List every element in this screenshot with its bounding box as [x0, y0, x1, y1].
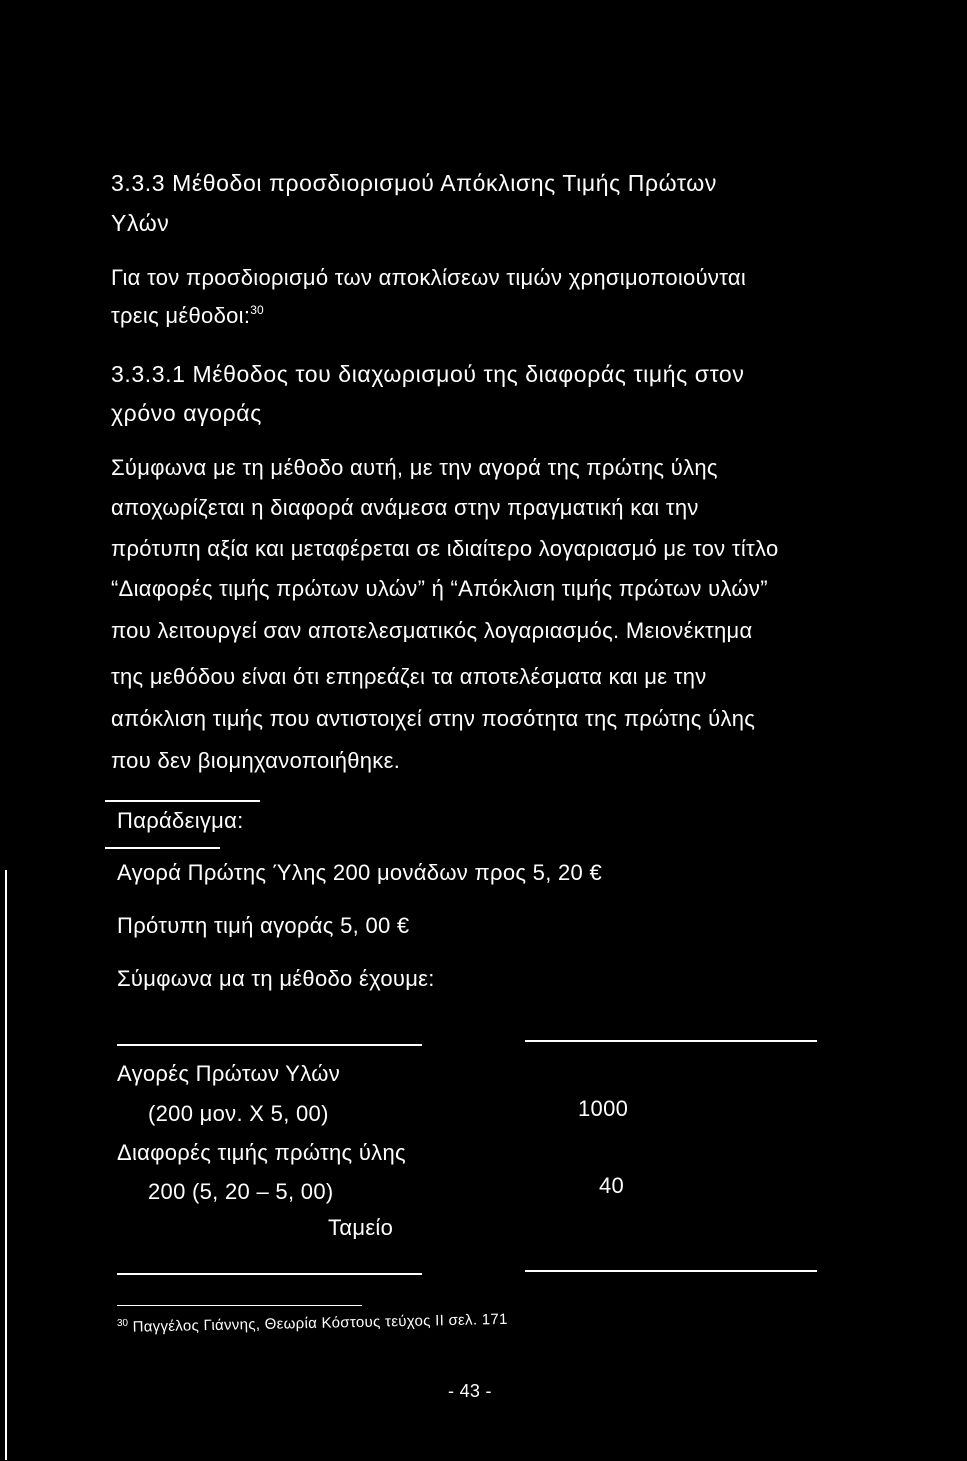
journal-entry2-account: Διαφορές τιμής πρώτης ύλης: [117, 1140, 406, 1165]
example-line1: Αγορά Πρώτης Ύλης 200 μονάδων προς 5, 20 €: [117, 860, 603, 885]
left-margin-bar: [5, 870, 7, 1460]
journal-top-rule-right: [525, 1040, 817, 1042]
intro-line1: Για τον προσδιορισμό των αποκλίσεων τιμών χρησιμοποιούνται: [111, 265, 747, 290]
paragraph-line: αποχωρίζεται η διαφορά ανάμεσα στην πραγματική και την: [111, 495, 699, 520]
journal-bottom-rule-left: [117, 1273, 422, 1275]
section-heading-line2: Υλών: [111, 210, 170, 236]
page-number: - 43 -: [448, 1381, 492, 1401]
paragraph-line: που δεν βιομηχανοποιήθηκε.: [111, 748, 401, 773]
journal-entry1-account: Αγορές Πρώτων Υλών: [117, 1061, 341, 1086]
paragraph-line: που λειτουργεί σαν αποτελεσματικός λογαριασμός. Μειονέκτημα: [111, 618, 753, 643]
footnote-text: Παγγέλος Γιάννης, Θεωρία Κόστους τεύχος ΙΙ σελ. 171: [132, 1310, 508, 1336]
example-label: Παράδειγμα:: [117, 808, 244, 833]
footnote-ref: 30: [250, 303, 264, 317]
subsection-heading-line1: 3.3.3.1 Μέθοδος του διαχωρισμού της διαφοράς τιμής στον: [111, 361, 745, 387]
journal-entry1-amount: 1000: [578, 1096, 629, 1121]
example-bottom-rule: [105, 847, 220, 849]
journal-entry1-detail: (200 μον. Χ 5, 00): [148, 1101, 329, 1126]
intro-line2: [111, 303, 264, 329]
example-line3: Σύμφωνα μα τη μέθοδο έχουμε:: [117, 966, 435, 991]
journal-credit-account: Ταμείο: [328, 1215, 394, 1240]
section-heading-line1: 3.3.3 Μέθοδοι προσδιορισμού Απόκλισης Τιμής Πρώτων: [111, 170, 717, 196]
paragraph-line: απόκλιση τιμής που αντιστοιχεί στην ποσότητα της πρώτης ύλης: [111, 706, 756, 731]
subsection-heading-line2: χρόνο αγοράς: [111, 400, 262, 426]
paragraph-line: Σύμφωνα με τη μέθοδο αυτή, με την αγορά της πρώτης ύλης: [111, 455, 718, 480]
journal-bottom-rule-right: [525, 1270, 817, 1272]
example-top-rule: [105, 800, 260, 802]
paragraph-line: πρότυπη αξία και μεταφέρεται σε ιδιαίτερο λογαριασμό με τον τίτλο: [111, 536, 779, 561]
journal-entry2-detail: 200 (5, 20 – 5, 00): [148, 1179, 334, 1204]
paragraph-line: της μεθόδου είναι ότι επηρεάζει τα αποτελέσματα και με την: [111, 664, 707, 689]
footnote: [117, 1310, 508, 1336]
example-line2: Πρότυπη τιμή αγοράς 5, 00 €: [117, 913, 410, 938]
journal-top-rule-left: [117, 1044, 422, 1046]
journal-entry2-amount: 40: [599, 1173, 625, 1198]
intro-text: τρεις μέθοδοι:: [111, 303, 251, 328]
footnote-separator: [117, 1305, 362, 1306]
footnote-number: 30: [116, 1317, 129, 1329]
paragraph-line: “Διαφορές τιμής πρώτων υλών” ή “Απόκλιση τιμής πρώτων υλών”: [111, 576, 768, 601]
